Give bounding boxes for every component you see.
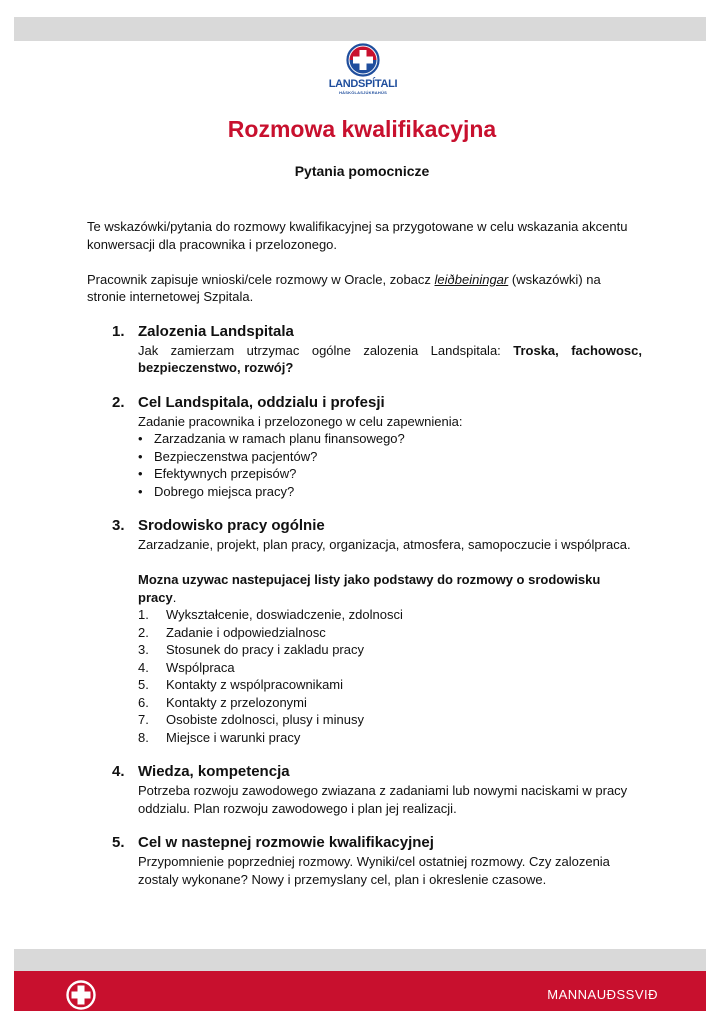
section-number: 3. <box>112 517 125 534</box>
section-text-bold: Troska, fachowosc, bezpieczenstwo, rozwój? <box>138 342 642 375</box>
section-number: 5. <box>112 834 125 851</box>
list-text: Wspólpraca <box>166 659 235 675</box>
bottom-gray-bar <box>14 949 706 971</box>
document-body <box>87 218 642 888</box>
landspitali-logo <box>324 43 402 103</box>
list-number: 6. <box>138 694 149 710</box>
section-text <box>138 342 642 377</box>
list-text: Osobiste zdolnosci, plusy i minusy <box>166 712 364 727</box>
note-end: . <box>172 589 177 605</box>
bullet-item: • Bezpieczenstwa pacjentów? <box>138 448 318 464</box>
section-title: Srodowisko pracy ogólnie <box>138 517 325 534</box>
bullet-text: Bezpieczenstwa pacjentów? <box>154 448 318 464</box>
section-text-plain: Jak zamierzam utrzymac ogólne zalozenia Landspitala: <box>138 342 514 358</box>
list-number: 3. <box>138 642 149 657</box>
section-text: Zarzadzanie, projekt, plan pracy, organizacja, atmosfera, samopoczucie i wspólpraca. <box>138 537 631 552</box>
page-subtitle: Pytania pomocnicze <box>294 163 430 179</box>
section-title: Cel w nastepnej rozmowie kwalifikacyjnej <box>138 834 434 851</box>
section-title: Wiedza, kompetencja <box>138 763 290 780</box>
intro-text: Pracownik zapisuje wnioski/cele rozmowy w Oracle, zobacz <box>87 271 435 287</box>
intro-paragraph-1: Te wskazówki/pytania do rozmowy kwalifikacyjnej sa przygotowane w celu wskazania akcentu konwersacji dla pracownika i przelozonego. <box>87 219 628 252</box>
list-item <box>138 729 642 747</box>
list-text: Kontakty z wspólpracownikami <box>166 677 344 692</box>
section-3 <box>87 516 642 746</box>
footer-department: MANNAUÐSSVIÐ <box>547 987 658 1002</box>
list-number: 1. <box>138 607 149 622</box>
section-1 <box>87 322 642 377</box>
section-text: Przypomnienie poprzedniej rozmowy. Wyniki/cel ostatniej rozmowy. Czy zalozenia zostaly wykonane? Nowy i przemyslany cel, plan i okreslenie czasowe. <box>138 854 610 887</box>
section-4 <box>87 762 642 817</box>
list-item <box>138 711 642 729</box>
intro-text-end: (wskazówki) na stronie internetowej Szpitala. <box>87 271 601 304</box>
list-item <box>138 676 642 694</box>
section-text: Zadanie pracownika i przelozonego w celu zapewnienia: <box>138 413 463 429</box>
section-title: Zalozenia Landspitala <box>138 322 294 340</box>
logo-subtitle: HÁSKÓLASJÚKRAHÚS <box>339 90 387 95</box>
landspitali-cross-logo-icon <box>346 43 380 77</box>
list-number: 8. <box>138 729 149 745</box>
logo-name: LANDSPÍTALI <box>328 78 398 90</box>
section-number: 2. <box>112 393 125 411</box>
section-number: 4. <box>112 763 125 780</box>
bullet-text: Zarzadzania w ramach planu finansowego? <box>154 431 405 446</box>
bullet-text: Efektywnych przepisów? <box>154 466 297 481</box>
list-number: 7. <box>138 712 149 727</box>
section-number: 1. <box>112 322 125 340</box>
top-gray-bar <box>14 17 706 41</box>
list-number: 4. <box>138 659 149 675</box>
footer-bar <box>14 971 706 1011</box>
list-number: 5. <box>138 677 149 692</box>
note-bold: Mozna uzywac nastepujacej listy jako podstawy do rozmowy o srodowisku pracy <box>138 572 601 605</box>
bullet-item: • Zarzadzania w ramach planu finansowego? <box>138 431 405 446</box>
section-2 <box>87 393 642 501</box>
list-item <box>138 694 642 712</box>
page-title: Rozmowa kwalifikacyjna <box>227 116 497 142</box>
list-text: Wykształcenie, doswiadczenie, zdolnosci <box>166 607 403 622</box>
list-number: 2. <box>138 624 149 640</box>
section-note <box>138 571 642 606</box>
section-5 <box>87 833 642 888</box>
list-text: Stosunek do pracy i zakladu pracy <box>166 642 364 657</box>
section-title: Cel Landspitala, oddzialu i profesji <box>138 393 385 411</box>
bullet-text: Dobrego miejsca pracy? <box>154 483 295 499</box>
section-text: Potrzeba rozwoju zawodowego zwiazana z zadaniami lub nowymi naciskami w pracy oddzialu. Plan rozwoju zawodowego i plan jej realizacji. <box>138 783 628 816</box>
list-item <box>138 606 642 624</box>
list-text: Zadanie i odpowiedzialnosc <box>166 624 326 640</box>
bullet-item: • Dobrego miejsca pracy? <box>138 483 295 499</box>
intro-paragraph-2 <box>87 271 642 306</box>
list-item <box>138 641 642 659</box>
list-text: Kontakty z przelozonymi <box>166 694 307 710</box>
list-text: Miejsce i warunki pracy <box>166 729 301 745</box>
bullet-item: • Efektywnych przepisów? <box>138 466 297 481</box>
list-item <box>138 659 642 677</box>
leidbeiningar-link[interactable]: leiðbeiningar <box>434 271 509 287</box>
list-item <box>138 624 642 642</box>
white-cross-logo-icon <box>66 980 96 1010</box>
